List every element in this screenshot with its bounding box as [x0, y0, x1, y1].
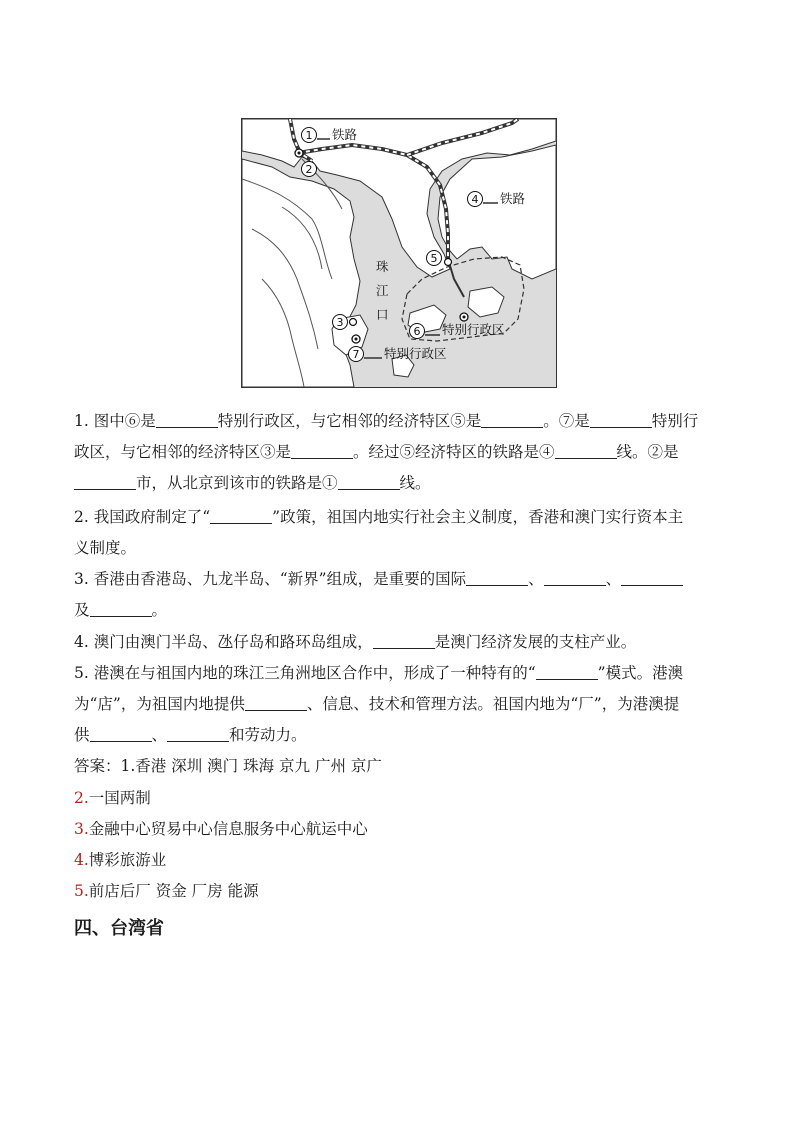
blank[interactable] — [621, 567, 683, 586]
blank[interactable] — [167, 723, 229, 742]
q5-text-6: 和劳动力。 — [229, 726, 307, 744]
blank[interactable] — [74, 471, 136, 490]
q3-sep-1: 、 — [528, 570, 544, 588]
land-west — [242, 159, 360, 387]
q1-text-7: 线。②是 — [616, 443, 679, 461]
zhuhai-point — [350, 319, 357, 326]
q4-text-1: 4. 澳门由澳门半岛、氹仔岛和路环岛组成， — [74, 633, 373, 651]
question-5 — [74, 658, 724, 751]
macau-dot — [355, 338, 358, 341]
blank[interactable] — [338, 471, 400, 490]
answer-2-text: 一国两制 — [88, 789, 151, 807]
estuary-char-2: 江 — [376, 283, 389, 298]
question-1 — [74, 406, 724, 499]
q1-text-2: 特别行政区，与它相邻的经济特区⑤是 — [217, 412, 482, 430]
answer-4-text: 博彩旅游业 — [88, 851, 167, 869]
marker-7 — [349, 347, 364, 362]
blank[interactable] — [544, 567, 606, 586]
answer-1-text: 1.香港 深圳 澳门 珠海 京九 广州 京广 — [120, 757, 382, 775]
marker-5 — [427, 251, 442, 266]
blank[interactable] — [245, 692, 307, 711]
question-2 — [74, 502, 724, 564]
answer-5 — [74, 881, 259, 901]
question-3 — [74, 564, 724, 626]
q2-text-2: ”政策，祖国内地实行社会主义制度，香港和澳门实行资本主 — [272, 508, 684, 526]
answer-4 — [74, 850, 166, 870]
island-hk — [468, 287, 504, 317]
answer-3 — [74, 819, 368, 839]
svg-text:3: 3 — [336, 316, 344, 329]
q3-text-3: 。 — [151, 601, 168, 619]
blank[interactable] — [291, 440, 353, 459]
blank[interactable] — [210, 505, 272, 524]
shenzhen-point — [445, 259, 452, 266]
q4-text-2: 是澳门经济发展的支柱产业。 — [434, 633, 637, 651]
marker-3 — [333, 315, 348, 330]
q2-text-1: 2. 我国政府制定了“ — [74, 508, 211, 526]
blank[interactable] — [481, 409, 543, 428]
rail-1-label: 铁路 — [332, 127, 358, 142]
q1-text-3: 。⑦是 — [543, 412, 590, 430]
answer-2 — [74, 788, 151, 808]
svg-text:5: 5 — [430, 252, 438, 265]
estuary-char-3: 口 — [376, 307, 389, 322]
hongkong-dot — [463, 316, 466, 319]
marker-6 — [410, 324, 425, 339]
answer-prefix: 答案： — [74, 757, 121, 775]
svg-text:4: 4 — [471, 193, 479, 206]
q5-text-5: 供 — [74, 726, 90, 744]
pearl-river-delta-map — [241, 118, 557, 388]
answer-5-number: 5. — [74, 882, 89, 900]
blank[interactable] — [536, 661, 598, 680]
marker-2 — [302, 162, 317, 177]
svg-text:6: 6 — [413, 325, 421, 338]
blank[interactable] — [466, 567, 528, 586]
answer-4-number: 4. — [74, 851, 89, 869]
marker-4 — [468, 192, 483, 207]
estuary-char-1: 珠 — [376, 259, 389, 274]
q2-text-3: 义制度。 — [74, 539, 137, 557]
q1-text-1: 1. 图中⑥是 — [74, 412, 156, 430]
q5-text-2: ”模式。港澳 — [597, 664, 684, 682]
blank[interactable] — [590, 409, 652, 428]
sar-6-label: 特别行政区 — [442, 322, 505, 337]
section-heading: 四、台湾省 — [74, 918, 164, 939]
marker-1 — [302, 128, 317, 143]
q1-text-6: 。经过⑤经济特区的铁路是④ — [353, 443, 555, 461]
q1-text-9: 线。 — [399, 474, 431, 492]
blank[interactable] — [90, 723, 152, 742]
land-east — [438, 145, 556, 279]
blank[interactable] — [373, 630, 435, 649]
answer-3-number: 3. — [74, 820, 89, 838]
svg-text:1: 1 — [305, 129, 313, 142]
blank[interactable] — [555, 440, 617, 459]
svg-text:2: 2 — [305, 163, 313, 176]
map-svg — [242, 119, 556, 387]
q3-text-2: 及 — [74, 601, 90, 619]
q1-text-4: 特别行 — [651, 412, 699, 430]
q5-sep: 、 — [151, 726, 168, 744]
q5-text-4: 、信息、技术和管理方法。祖国内地为“厂”，为港澳提 — [306, 695, 680, 713]
q1-text-5: 政区，与它相邻的经济特区③是 — [74, 443, 292, 461]
q5-text-3: 为“店”，为祖国内地提供 — [74, 695, 245, 713]
q3-sep-2: 、 — [605, 570, 622, 588]
rail-4-label: 铁路 — [500, 191, 526, 206]
svg-text:7: 7 — [352, 348, 360, 361]
q3-text-1: 3. 香港由香港岛、九龙半岛、“新界”组成，是重要的国际 — [74, 570, 467, 588]
sar-7-label: 特别行政区 — [384, 346, 447, 361]
q1-text-8: 市，从北京到该市的铁路是① — [136, 474, 338, 492]
answer-3-text: 金融中心贸易中心信息服务中心航运中心 — [88, 820, 368, 838]
guangzhou-dot — [298, 152, 301, 155]
blank[interactable] — [90, 598, 152, 617]
answer-1 — [74, 756, 382, 776]
question-4 — [74, 627, 724, 658]
q5-text-1: 5. 港澳在与祖国内地的珠江三角洲地区合作中，形成了一种特有的“ — [74, 664, 536, 682]
answer-2-number: 2. — [74, 789, 89, 807]
answer-5-text: 前店后厂 资金 厂房 能源 — [88, 882, 259, 900]
blank[interactable] — [156, 409, 218, 428]
